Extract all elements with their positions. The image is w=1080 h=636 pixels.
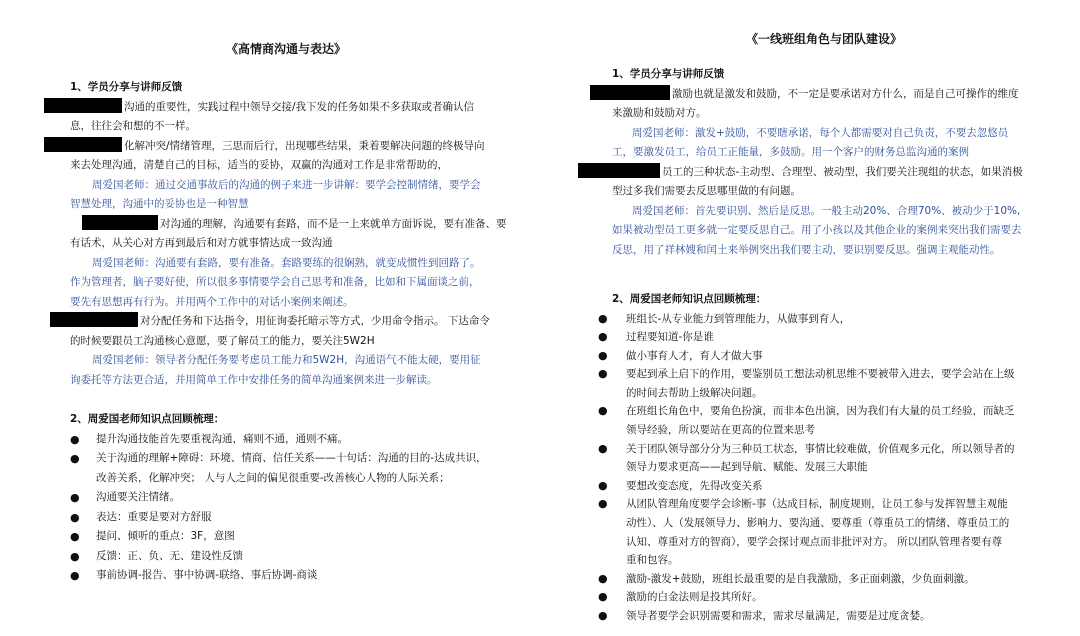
list-item-continuation: 认知、尊重对方的智商），要学会探讨观点而非批评对方。 所以团队管理者要有尊 xyxy=(626,535,1003,548)
bullet-dot: ● xyxy=(598,404,608,418)
bullet-dot: ● xyxy=(70,530,80,543)
list-item: ● 沟通要关注情绪。 xyxy=(44,488,514,508)
right-bullet-list xyxy=(590,310,1055,626)
teacher-feedback: 周爱国老师：通过交通事故后的沟通的例子来进一步讲解：要学会控制情绪，要学会 xyxy=(92,178,481,191)
bullet-dot: ● xyxy=(70,510,80,524)
teacher-feedback: 周爱国老师：沟通要有套路，要有准备。套路要练的很娴熟，就变成惯性到回路了。 xyxy=(92,256,481,269)
list-item: ● 表达：重要是要对方舒服 xyxy=(44,508,514,528)
list-item-continuation: 动性）、人（发展领导力、影响力、要沟通、要尊重（尊重员工的情绪、尊重员工的 xyxy=(626,517,1010,530)
left-section2-heading: 2、周爱国老师知识点回顾梳理： xyxy=(70,413,225,425)
list-item: ● 做小事育人才，育人才做大事 xyxy=(590,347,1055,366)
teacher-feedback: 工，要激发员工，给员工正能量，多鼓励。用一个客户的财务总监沟通的案例 xyxy=(612,146,969,158)
left-paragraph: 沟通的重要性，实践过程中领导交接/我下发的任务如果不多获取或者确认信 xyxy=(44,98,514,118)
left-bullet-list xyxy=(44,430,514,586)
right-paragraph: 员工的三种状态-主动型、合理型、被动型，我们要关注现组的状态，如果消极 xyxy=(590,163,1055,183)
list-item: ● 过程要知道-你是谁 xyxy=(590,328,1055,347)
teacher-feedback: 智慧处理，沟通中的妥协也是一种智慧 xyxy=(70,198,249,210)
bullet-dot: ● xyxy=(70,569,80,582)
teacher-feedback: 周爱国老师：领导者分配任务要考虑员工能力和5W2H，沟通语气不能太硬，要用征 xyxy=(92,354,481,366)
bullet-dot: ● xyxy=(598,571,608,585)
bullet-dot: ● xyxy=(598,590,608,604)
list-item: ● 反馈：正、负、无、建设性反馈 xyxy=(44,547,514,567)
left-section1-heading: 1、学员分享与讲师反馈 xyxy=(70,81,183,93)
list-item: ● 在班组长角色中，要角色扮演，而非本色出演，因为我们有大量的员工经验，而缺乏 xyxy=(590,402,1055,421)
bullet-dot: ● xyxy=(70,491,80,504)
bullet-dot: ● xyxy=(598,348,608,362)
left-page-title: 《高情商沟通与表达》 xyxy=(226,42,347,56)
teacher-feedback: 周爱国老师：首先要识别、然后是反思。一般主动20%、合理70%、被动少于10%, xyxy=(632,204,1021,217)
list-item: ● 要想改变态度，先得改变关系 xyxy=(590,477,1055,496)
right-paragraph: 型过多我们需要去反思哪里做的有问题。 xyxy=(612,185,801,197)
list-item: ● 提升沟通技能首先要重视沟通，痛则不通，通则不痛。 xyxy=(44,430,514,450)
redaction-bar xyxy=(590,85,670,100)
teacher-feedback: 作为管理者，脑子要好使，所以很多事情要学会自己思考和准备，比如和下属面谈之前， xyxy=(70,276,480,288)
bullet-dot: ● xyxy=(70,549,80,563)
list-item-continuation: 领导力要求更高——起到导航、赋能、发展三大职能 xyxy=(626,461,868,474)
redaction-bar xyxy=(44,137,122,152)
right-section2-heading: 2、周爱国老师知识点回顾梳理： xyxy=(612,293,767,305)
list-item: ● 班组长-从专业能力到管理能力，从做事到育人， xyxy=(590,310,1055,329)
teacher-feedback: 周爱国老师：激发+鼓励，不要瞎承诺，每个人都需要对自己负责，不要去忽悠员 xyxy=(632,126,1009,139)
list-item: ● 领导者要学会识别需要和需求，需求尽量满足，需要是过度贪婪。 xyxy=(590,607,1055,626)
bullet-dot: ● xyxy=(598,330,608,344)
left-paragraph: 的时候要跟员工沟通核心意愿，要了解员工的能力，要关注5W2H xyxy=(70,334,375,347)
redaction-bar xyxy=(578,163,660,178)
right-paragraph: 来激励和鼓励对方。 xyxy=(612,107,707,119)
list-item: ● 提问、倾听的重点：3F，意图 xyxy=(44,527,514,547)
bullet-dot: ● xyxy=(598,609,608,622)
list-item: ● 激励-激发+鼓励，班组长最重要的是自我激励，多正面刺激，少负面刺激。 xyxy=(590,570,1055,589)
list-item: ● 从团队管理角度要学会诊断-事（达成目标，制度规则，让员工参与发挥智慧主观能 xyxy=(590,495,1055,514)
redaction-bar xyxy=(82,215,158,230)
bullet-dot: ● xyxy=(598,441,608,455)
list-item-continuation: 的时间去帮助上级解决问题。 xyxy=(626,386,763,399)
bullet-dot: ● xyxy=(598,497,608,511)
bullet-dot: ● xyxy=(598,311,608,325)
teacher-feedback: 反思，用了祥林嫂和闰土来举例突出我们要主动，要识别要反思。强调主观能动性。 xyxy=(612,243,1001,256)
redaction-bar xyxy=(50,312,138,327)
list-item: ● 事前协调-报告、事中协调-联络、事后协调-商谈 xyxy=(44,566,514,586)
left-paragraph: 来去处理沟通，清楚自己的目标，适当的妥协，双赢的沟通对工作是非常帮助的， xyxy=(70,159,448,171)
list-item-continuation: 领导经验，所以要站在更高的位置来思考 xyxy=(626,424,815,437)
left-paragraph: 有话术，从关心对方再到最后和对方就事情达成一致沟通 xyxy=(70,237,333,249)
right-section1-heading: 1、学员分享与讲师反馈 xyxy=(612,68,725,80)
list-item: ● 要起到承上启下的作用，要鉴别员工想法动机思维不要被带入进去，要学会站在上级 xyxy=(590,365,1055,384)
list-item: ● 关于团队领导部分分为三种员工状态，事情比较难做，价值观多元化，所以领导者的 xyxy=(590,440,1055,459)
left-paragraph: 息，往往会和想的不一样。 xyxy=(70,120,196,132)
left-paragraph: 对沟通的理解，沟通要有套路，而不是一上来就单方面诉说，要有准备、要 xyxy=(44,215,514,235)
list-item-continuation: 改善关系，化解冲突； 人与人之间的偏见很重要-改善核心人物的人际关系； xyxy=(96,471,450,484)
list-item: ● 激励的白金法则是投其所好。 xyxy=(590,588,1055,607)
bullet-dot: ● xyxy=(70,432,80,446)
list-item-continuation: 重和包容。 xyxy=(626,554,679,567)
bullet-dot: ● xyxy=(598,478,608,492)
redaction-bar xyxy=(44,98,122,113)
teacher-feedback: 询委托等方法更合适，并用简单工作中安排任务的简单沟通案例来进一步解读。 xyxy=(70,373,438,386)
left-paragraph: 化解冲突/情绪管理，三思而后行，出现哪些结果，秉着要解决问题的终极导向 xyxy=(44,137,514,157)
left-paragraph: 对分配任务和下达指令，用征询委托暗示等方式，少用命令指示。 下达命令 xyxy=(44,312,514,332)
list-item: ● 关于沟通的理解+障碍：环境、情商、信任关系——十句话：沟通的目的-达成共识， xyxy=(44,449,514,469)
right-document-page xyxy=(540,0,1080,636)
bullet-dot: ● xyxy=(70,452,80,465)
right-page-body xyxy=(590,65,1055,626)
left-page-body xyxy=(44,78,514,586)
right-paragraph: 激励也就是激发和鼓励，不一定是要承诺对方什么，而是自己可操作的维度 xyxy=(590,85,1055,105)
teacher-feedback: 要先有思想再有行为。并用两个工作中的对话小案例来阐述。 xyxy=(70,295,354,308)
right-page-title: 《一线班组角色与团队建设》 xyxy=(746,32,903,46)
teacher-feedback: 如果被动型员工更多就一定要反思自己。用了小孩以及其他企业的案例来突出我们需要去 xyxy=(612,224,1022,236)
bullet-dot: ● xyxy=(598,367,608,381)
